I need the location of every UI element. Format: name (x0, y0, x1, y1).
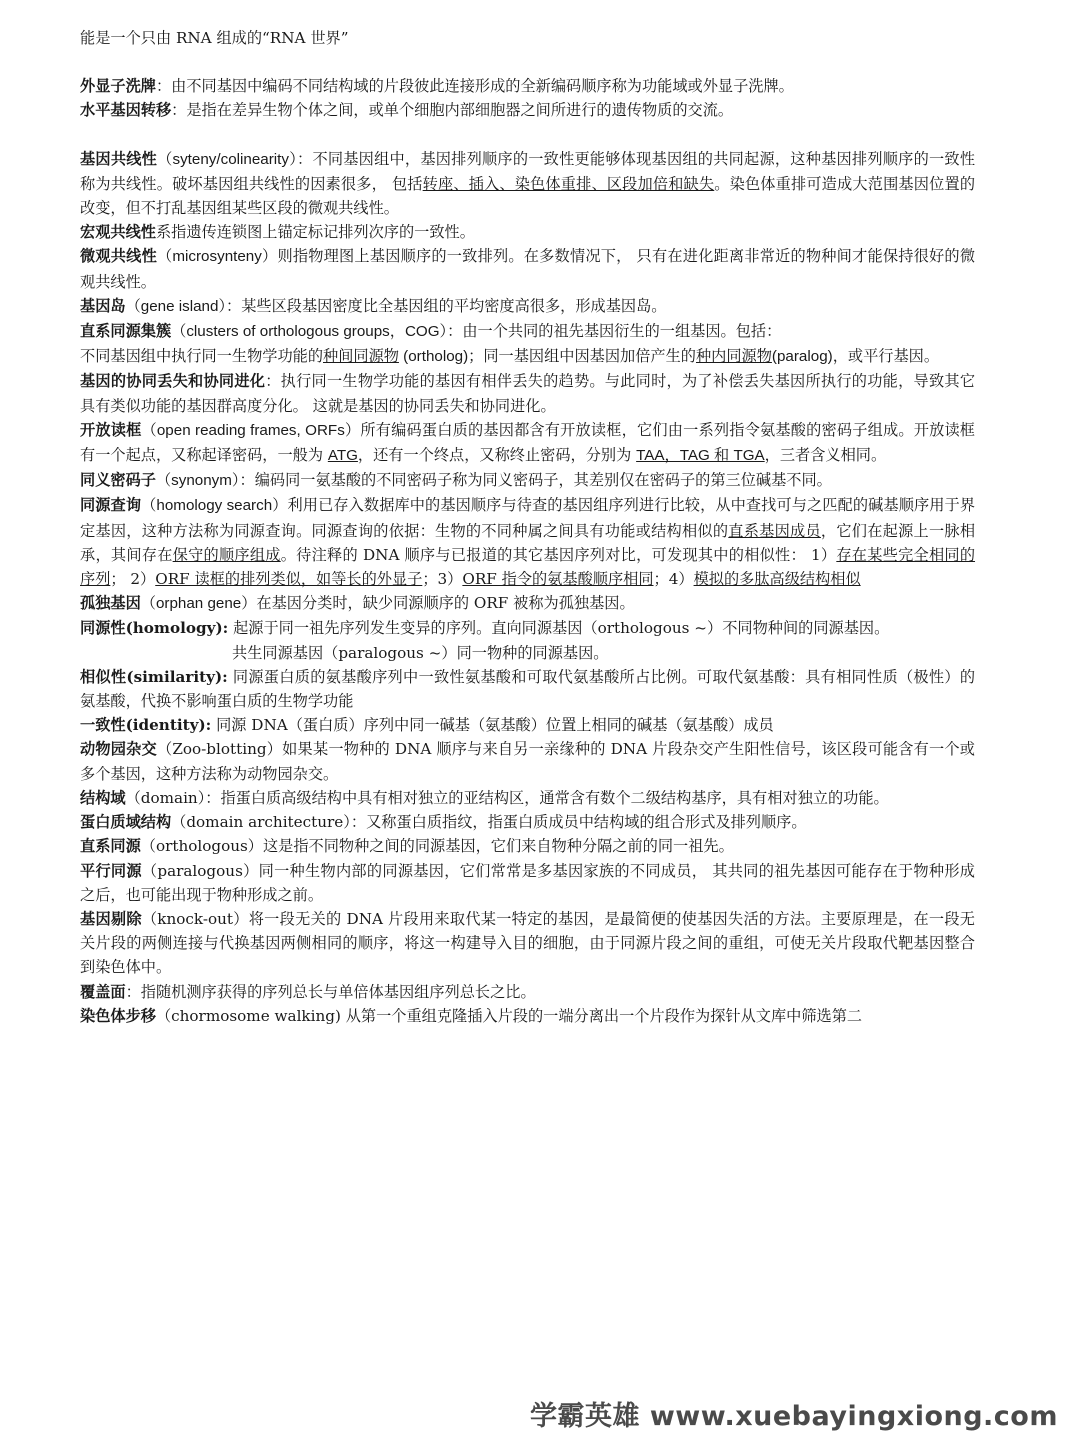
definition: ：由不同基因中编码不同结构域的片段彼此连接形成的全新编码顺序称为功能域或外显子洗牌。 (155, 77, 794, 96)
term: 微观共线性 (80, 247, 157, 266)
underlined-text: 转座、插入、染色体重排、区段加倍和缺失 (422, 174, 715, 193)
term: 动物园杂交 (80, 740, 157, 759)
entry-gene-island (80, 294, 975, 319)
definition: （knock-out）将一段无关的 DNA 片段用来取代某一特定的基因，是最简便的使基因失活的方法。主要原理是，在一段无关片段的两侧连接与代换基因两侧相同的顺序，将这一构建导入目的细胞，由于同源片段之间的重组，可使无关片段取代靶基因整合到染色体中。 (80, 909, 975, 977)
definition: （domain）：指蛋白质高级结构中具有相对独立的亚结构区，通常含有数个二级结构基序，具有相对独立的功能。 (125, 788, 889, 807)
term: 水平基因转移 (80, 101, 172, 120)
term: 外显子洗牌 (80, 77, 156, 96)
latin-term: （open reading frames, ORFs） (141, 421, 361, 439)
definition: ：指随机测序获得的序列总长与单倍体基因组序列总长之比。 (125, 982, 536, 1001)
entry-homology (80, 616, 975, 640)
entry-homology-search (80, 493, 975, 591)
document-body (80, 26, 975, 1028)
definition: ：是指在差异生物个体之间，或单个细胞内部细胞器之间所进行的遗传物质的交流。 (171, 101, 734, 120)
underlined-text: 模拟的多肽高级结构相似 (693, 570, 861, 589)
definition-cont: ；4） (653, 570, 694, 589)
latin-term: (similarity): (126, 667, 228, 686)
entry-coverage (80, 980, 975, 1004)
latin-term: (ortholog)； (398, 348, 484, 366)
entry-paralogous (80, 859, 975, 907)
underlined-text: 种内同源物 (695, 347, 772, 366)
definition: ：某些区段基因密度比全基因组的平均密度高很多，形成基因岛。 (226, 296, 667, 315)
definition-cont: ； 2） (110, 570, 156, 589)
text: 共生同源基因（paralogous ~）同一物种的同源基因。 (232, 643, 609, 662)
text: 同一基因组中因基因加倍产生的 (483, 347, 696, 366)
definition-cont: 。待注释的 DNA 顺序与已报道的其它基因序列对比，可发现其中的相似性： 1） (280, 545, 837, 564)
underlined-text: TAA，TAG 和 TGA (636, 447, 765, 465)
term: 开放读框 (80, 420, 142, 439)
latin-term: （gene island） (125, 297, 227, 315)
term: 宏观共线性 (80, 223, 156, 242)
definition-cont: ，还有一个终点，又称终止密码，分别为 (357, 446, 637, 465)
text: 能是一个只由 RNA 组成的“RNA 世界” (80, 29, 349, 47)
entry-exon-shuffling (80, 74, 975, 98)
term: 直系同源 (80, 837, 141, 856)
entry-knock-out (80, 907, 975, 980)
underlined-text: ORF 读框的排列类似，如等长的外显子 (155, 570, 423, 589)
latin-term: （orphan gene） (140, 595, 257, 613)
definition: （paralogous）同一种生物内部的同源基因，它们常常是多基因家族的不同成员， 其共同的祖先基因可能存在于物种形成之后，也可能出现于物种形成之前。 (80, 861, 975, 904)
definition: ：编码同一氨基酸的不同密码子称为同义密码子，其差别仅在密码子的第三位碱基不同。 (239, 471, 832, 490)
term: 同源性 (80, 619, 126, 638)
underlined-text: 存在某些完全相同的序列 (80, 545, 976, 589)
latin-term: （synonym） (155, 472, 240, 490)
entry-co-loss-co-evolution (80, 369, 975, 417)
entry-micro-synteny (80, 244, 975, 293)
definition-cont: ，它们在起源上一脉相承，其间存在 (80, 521, 976, 564)
latin-term: （homology search） (141, 497, 288, 515)
definition: 利用已存入数据库中的基因顺序与待查的基因组序列进行比较，从中查找可与之匹配的碱基顺序用于界定基因，这种方法称为同源查询。同源查询的依据：生物的不同种属之间具有功能或结构相似的 (80, 496, 976, 540)
term: 蛋白质域结构 (80, 813, 172, 832)
entry-zoo-blotting (80, 737, 975, 785)
entry-orthologous (80, 834, 975, 858)
latin-term: （syteny/colinearity） (157, 150, 298, 168)
definition: 系指遗传连锁图上锚定标记排列次序的一致性。 (155, 223, 475, 242)
entry-cog (80, 319, 975, 344)
entry-orf (80, 418, 975, 468)
definition-cont: ；3） (422, 570, 463, 589)
definition: 在基因分类时，缺少同源顺序的 ORF 被称为孤独基因。 (256, 594, 635, 613)
term: 基因岛 (80, 296, 126, 315)
definition: ：由一个共同的祖先基因衍生的一组基因。包括： (447, 322, 782, 341)
definition: （domain architecture）：又称蛋白质指纹，指蛋白质成员中结构域的组合形式及排列顺序。 (171, 813, 807, 832)
entry-horizontal-gene-transfer (80, 98, 975, 122)
term: 同义密码子 (80, 471, 156, 490)
definition: 同源 DNA（蛋白质）序列中同一碱基（氨基酸）位置上相同的碱基（氨基酸）成员 (211, 716, 774, 735)
definition: 所有编码蛋白质的基因都含有开放读框，它们由一系列指令氨基酸的密码子组成。开放读框有一个起点，又称起译密码，一般为 (80, 420, 975, 465)
entry-chromosome-walking (80, 1004, 975, 1028)
underlined-text: 直系基因成员 (728, 521, 821, 540)
term: 一致性 (80, 716, 126, 735)
definition: 起源于同一祖先序列发生变异的序列。直向同源基因（orthologous ~）不同物种间的同源基因。 (228, 619, 890, 638)
definition: （chormosome walking) 从第一个重组克隆插入片段的一端分离出一个片段作为探针从文库中筛选第二 (155, 1006, 863, 1025)
term: 基因共线性 (80, 149, 158, 168)
definition: 同源蛋白质的氨基酸序列中一致性氨基酸和可取代氨基酸所占比例。可取代氨基酸：具有相同性质（极性）的氨基酸，代换不影响蛋白质的生物学功能 (80, 667, 976, 711)
term: 同源查询 (80, 496, 142, 515)
text: 不同基因组中执行同一生物学功能的 (80, 347, 323, 366)
term: 覆盖面 (80, 982, 126, 1001)
watermark-footer: 学霸英雄 www.xuebayingxiong.com (529, 1401, 1058, 1432)
entry-gene-colinearity (80, 147, 975, 221)
paragraph-intro-tail (80, 26, 975, 50)
definition: ：不同基因组中，基因排列顺序的一致性更能够体现基因组的共同起源，这种基因排列顺序的一致性称为共线性。破坏基因组共线性的因素很多， 包括 (80, 149, 976, 193)
latin-term: （microsynteny） (156, 248, 278, 266)
entry-identity (80, 713, 975, 737)
underlined-text: 保守的顺序组成 (172, 545, 281, 564)
definition: 则指物理图上基因顺序的一致排列。在多数情况下， 只有在进化距离非常近的物种间才能保持很好的微观共线性。 (80, 247, 976, 291)
entry-macro-synteny (80, 220, 975, 244)
definition: ：执行同一生物学功能的基因有相伴丢失的趋势。与此同时，为了补偿丢失基因所执行的功能，导致其它具有类似功能的基因群高度分化。 这就是基因的协同丢失和协同进化。 (80, 372, 976, 415)
entry-domain-architecture (80, 810, 975, 834)
underlined-text: 种间同源物 (323, 347, 399, 366)
underlined-text: ATG (327, 447, 358, 465)
entry-synonym-codon (80, 468, 975, 493)
definition: （orthologous）这是指不同物种之间的同源基因，它们来自物种分隔之前的同一祖先。 (140, 837, 734, 856)
definition-cont: ，三者含义相同。 (764, 446, 887, 465)
entry-paralogous-note (80, 641, 975, 665)
definition-cont: 。染色体重排可造成大范围基因位置的改变，但不打乱基因组某些区段的微观共线性。 (80, 174, 976, 218)
term: 相似性 (80, 667, 127, 686)
latin-term: (paralog)， (771, 348, 848, 366)
latin-term: (identity): (125, 716, 212, 735)
underlined-text: ORF 指令的氨基酸顺序相同 (462, 570, 654, 589)
term: 平行同源 (80, 861, 142, 880)
term: 基因的协同丢失和协同进化 (80, 372, 266, 391)
term: 基因剔除 (80, 909, 142, 928)
entry-ortholog-paralog (80, 344, 975, 369)
term: 结构域 (80, 788, 126, 807)
definition: （Zoo-blotting）如果某一物种的 DNA 顺序与来自另一亲缘种的 DNA 片段杂交产生阳性信号，该区段可能含有一个或多个基因，这种方法称为动物园杂交。 (80, 740, 975, 783)
term: 直系同源集簇 (80, 322, 172, 341)
term: 染色体步移 (80, 1006, 156, 1025)
latin-term: （clusters of orthologous groups，COG） (171, 323, 448, 341)
entry-similarity (80, 665, 975, 713)
latin-term: (homology): (125, 619, 229, 638)
entry-orphan-gene (80, 591, 975, 616)
text: 或平行基因。 (847, 347, 940, 366)
entry-domain (80, 786, 975, 810)
term: 孤独基因 (80, 594, 141, 613)
